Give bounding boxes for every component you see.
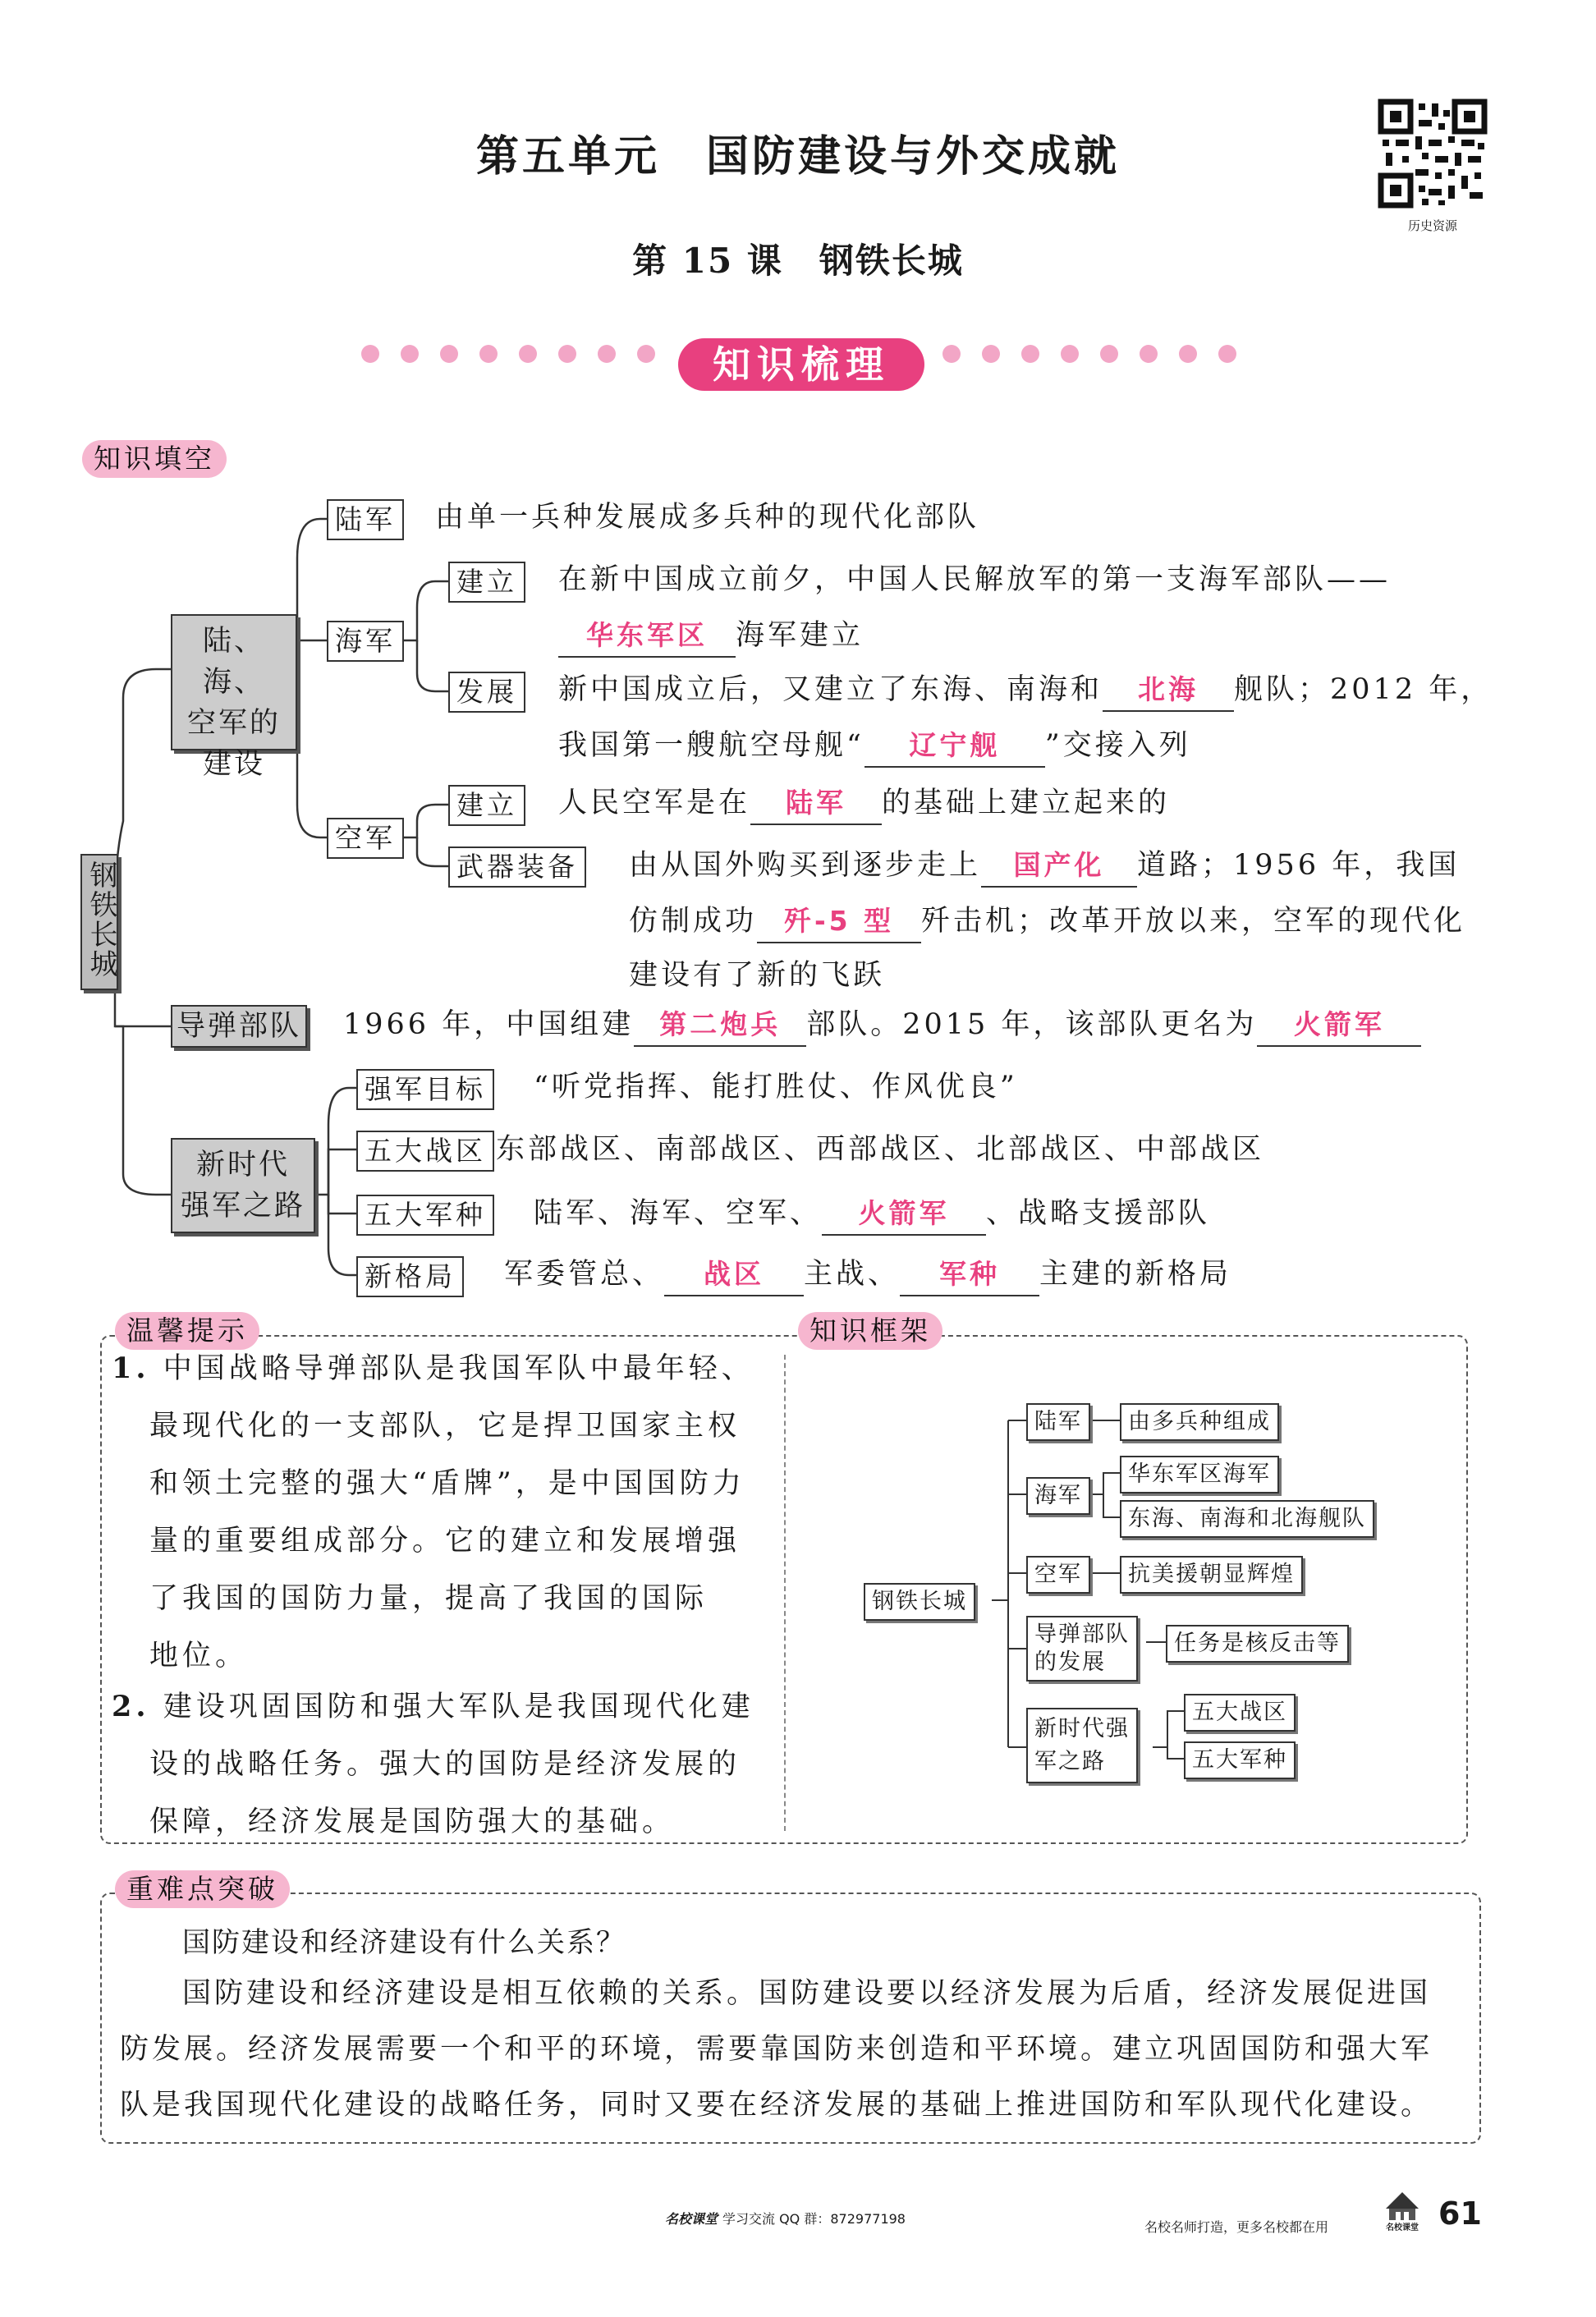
fw-missile: 导弹部队 的发展 <box>1026 1616 1138 1682</box>
fw-newera: 新时代强 军之路 <box>1026 1708 1138 1783</box>
missile-line: 1966 年，中国组建 第二炮兵 部队。2015 年，该部队更名为 火箭军 <box>343 1000 1421 1049</box>
airforce-found-fill[interactable]: 陆军 <box>750 782 882 825</box>
airforce-weapon-line2: 仿制成功 歼-5 型 歼击机；改革开放以来，空军的现代化 <box>629 897 1465 946</box>
framework-tag: 知识框架 <box>798 1312 942 1350</box>
keypoint-body: 国防建设和经济建设是相互依赖的关系。国防建设要以经济发展为后盾，经济发展促进国 防发展。经济发展需要一个和平的环境，需要靠国防来创造和平环境。建立巩固国防和强大军 队是我国现代化建设的战略任务，同时又要在经济发展的基础上推进国防和军队现代化建设。 <box>120 1977 1433 2122</box>
page-number: 61 <box>1438 2195 1482 2232</box>
navy-dev-label: 发展 <box>448 672 525 713</box>
navy-label: 海军 <box>327 621 404 662</box>
fw-navy-leaf2: 东海、南海和北海舰队 <box>1120 1500 1374 1538</box>
fw-army-leaf: 由多兵种组成 <box>1120 1403 1279 1441</box>
pattern-fill2[interactable]: 军种 <box>900 1254 1039 1296</box>
pattern-label: 新格局 <box>356 1256 464 1297</box>
fw-missile-leaf: 任务是核反击等 <box>1166 1625 1349 1663</box>
fw-newera-leaf2: 五大军种 <box>1184 1741 1296 1779</box>
branch-army-navy-air: 陆、海、 空军的 建设 <box>171 614 297 750</box>
tree-root: 钢铁长城 <box>80 854 118 990</box>
goal-label: 强军目标 <box>356 1069 494 1110</box>
zones-label: 五大战区 <box>356 1131 494 1172</box>
section-banner: 知识梳理 <box>678 338 924 391</box>
army-text: 由单一兵种发展成多兵种的现代化部队 <box>435 501 980 534</box>
airforce-weapon-label: 武器装备 <box>448 847 586 888</box>
fw-army: 陆军 <box>1026 1403 1090 1441</box>
fw-root: 钢铁长城 <box>864 1583 975 1621</box>
keypoint-tag: 重难点突破 <box>115 1870 290 1908</box>
pattern-fill1[interactable]: 战区 <box>664 1254 804 1296</box>
fill-tag: 知识填空 <box>82 440 227 478</box>
airforce-found-label: 建立 <box>448 785 525 826</box>
airforce-weapon-line3: 建设有了新的飞跃 <box>629 959 886 992</box>
airforce-found-line: 人民空军是在 陆军 的基础上建立起来的 <box>558 778 1170 828</box>
navy-found-fill[interactable]: 华东军区 <box>558 615 736 658</box>
missile-label: 导弹部队 <box>171 1005 307 1048</box>
keypoint-question: 国防建设和经济建设有什么关系？ <box>182 1926 626 1959</box>
branch-new-era: 新时代 强军之路 <box>171 1138 315 1233</box>
pattern-line: 军委管总、 战区 主战、 军种 主建的新格局 <box>504 1250 1231 1299</box>
navy-dev-fill1[interactable]: 北海 <box>1103 669 1234 712</box>
navy-dev-line2: 我国第一艘航空母舰“ 辽宁舰 ”交接入列 <box>558 721 1191 770</box>
footer-qq: 学习交流 QQ 群：872977198 <box>722 2211 906 2227</box>
footer-brand: 名校课堂 <box>665 2211 718 2227</box>
fw-air-leaf: 抗美援朝显辉煌 <box>1120 1556 1303 1594</box>
fw-newera-leaf1: 五大战区 <box>1184 1694 1296 1732</box>
navy-dev-line1: 新中国成立后，又建立了东海、南海和 北海 舰队；2012 年， <box>558 665 1493 714</box>
services-fill[interactable]: 火箭军 <box>822 1193 986 1236</box>
navy-dev-fill2[interactable]: 辽宁舰 <box>864 725 1045 768</box>
navy-found-text1: 在新中国成立前夕，中国人民解放军的第一支海军部队—— <box>558 563 1392 596</box>
airforce-label: 空军 <box>327 818 404 859</box>
missile-fill1[interactable]: 第二炮兵 <box>634 1004 806 1047</box>
navy-found-line2: 华东军区 海军建立 <box>558 611 864 660</box>
unit-title: 第五单元 国防建设与外交成就 <box>475 132 1120 181</box>
army-label: 陆军 <box>327 499 404 540</box>
airforce-weapon-fill1[interactable]: 国产化 <box>981 845 1137 888</box>
fw-air: 空军 <box>1026 1556 1090 1594</box>
missile-fill2[interactable]: 火箭军 <box>1257 1004 1421 1047</box>
airforce-weapon-fill2[interactable]: 歼-5 型 <box>757 901 921 943</box>
footer-logo-icon: 名校课堂 <box>1379 2184 1425 2230</box>
services-line: 陆军、海军、空军、 火箭军 、战略支援部队 <box>534 1189 1210 1238</box>
services-label: 五大军种 <box>356 1195 494 1236</box>
tips-item-1: 1. 中国战略导弹部队是我国军队中最年轻、 最现代化的一支部队，它是捍卫国家主权 和领土完整的强大“盾牌”，是中国国防力 量的重要组成部分。它的建立和发展增强 了我国的国防力量，提高了我国的国际 地位。 <box>112 1351 754 1672</box>
zones-text: 东部战区、南部战区、西部战区、北部战区、中部战区 <box>496 1133 1265 1166</box>
fw-navy-leaf1: 华东军区海军 <box>1120 1456 1279 1493</box>
footer-slogan: 名校名师打造，更多名校都在用 <box>1144 2219 1329 2235</box>
fw-navy: 海军 <box>1026 1477 1090 1515</box>
qr-label: 历史资源 <box>1407 218 1457 233</box>
tips-tag: 温馨提示 <box>115 1312 259 1350</box>
goal-text: “听党指挥、能打胜仗、作风优良” <box>534 1071 1018 1103</box>
airforce-weapon-line1: 由从国外购买到逐步走上 国产化 道路；1956 年，我国 <box>629 841 1460 890</box>
lesson-title: 第 15 课 钢铁长城 <box>632 241 964 281</box>
tips-item-2: 2. 建设巩固国防和强大军队是我国现代化建 设的战略任务。强大的国防是经济发展的 保障，经济发展是国防强大的基础。 <box>112 1690 754 1838</box>
navy-found-label: 建立 <box>448 562 525 603</box>
